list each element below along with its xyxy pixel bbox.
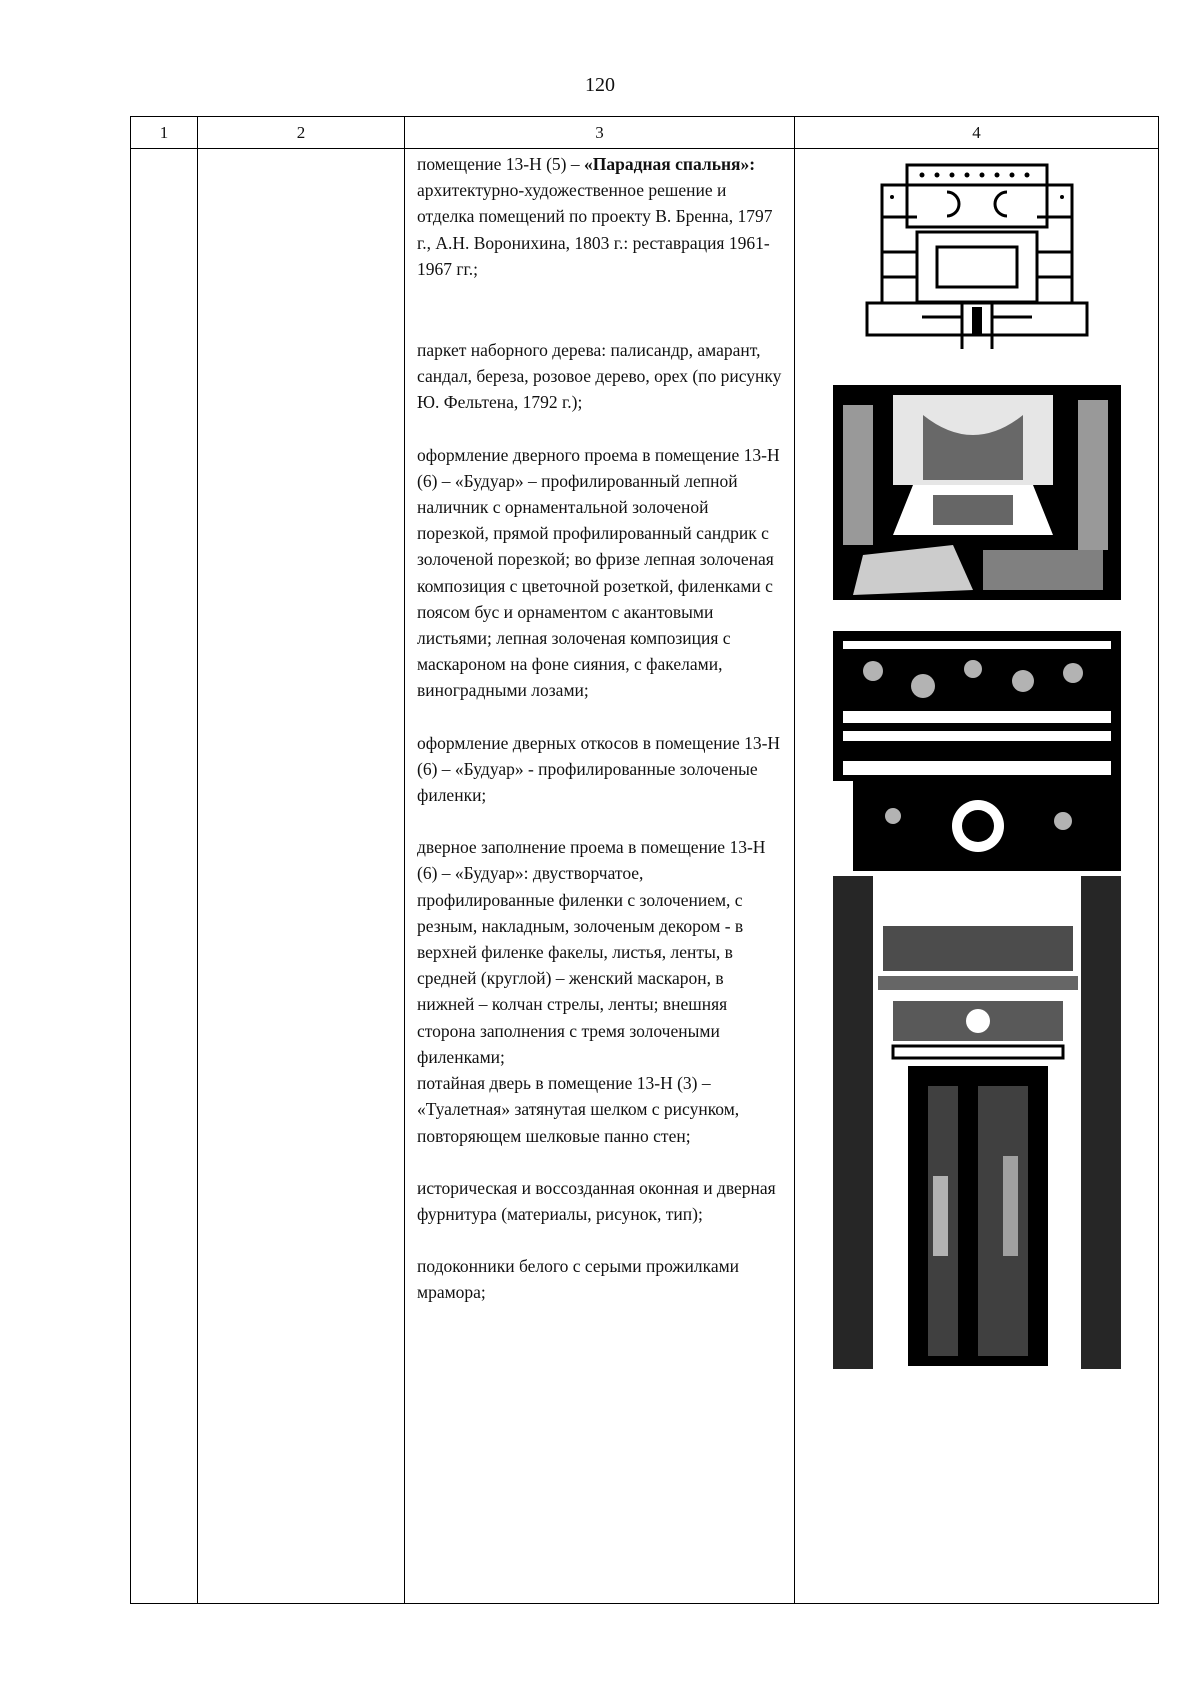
description-cell — [405, 149, 795, 1604]
header-col-4: 4 — [795, 117, 1159, 149]
paragraph-door-slopes: оформление дверных откосов в помещение 13-Н (6) – «Будуар» - профилированные золоченые филенки; — [417, 732, 781, 806]
header-col-3: 3 — [405, 117, 795, 149]
header-col-1: 1 — [131, 117, 198, 149]
floor-plan-image — [862, 157, 1092, 352]
bedroom-photo — [833, 385, 1121, 600]
paragraph-door-leaf: дверное заполнение проема в помещение 13-Н (6) – «Будуар»: двустворчатое, профилированные филенки с золочением, с резным, накладным, золоченым декором - в верхней филенке факелы, листья, ленты, в средней (круглой) – женский маскарон, в нижней – колчан стрелы, ленты; внешняя сторона заполнения с тремя золочеными филенками; — [417, 837, 766, 1067]
paragraph-hidden-door: потайная дверь в помещение 13-Н (3) – «Туалетная» затянутая шелком с рисунком, повторяющем шелковые панно стен; — [417, 1073, 740, 1146]
cornice-photo — [833, 631, 1121, 871]
paragraph-parquet: паркет наборного дерева: палисандр, амарант, сандал, береза, розовое дерево, орех (по рисунку Ю. Фельтена, 1792 г.); — [417, 340, 782, 413]
room-lead-text: помещение 13-Н (5) – — [417, 154, 584, 174]
room-description: архитектурно-художественное решение и отделка помещений по проекту В. Бренна, 1797 г., А.Н. Воронихина, 1803 г.: реставрация 1961-1967 гг.; — [417, 180, 773, 279]
cell-col-2 — [198, 149, 405, 1604]
table-header-row — [131, 117, 1159, 149]
page-number: 120 — [585, 74, 615, 96]
room-name: «Парадная спальня»: — [584, 154, 756, 174]
table-row — [131, 149, 1159, 1604]
paragraph-room-title — [417, 151, 784, 282]
paragraph-windowsills: подоконники белого с серыми прожилками мрамора; — [417, 1256, 740, 1303]
paragraph-hardware: историческая и воссозданная оконная и дверная фурнитура (материалы, рисунок, тип); — [417, 1177, 776, 1224]
paragraph-door-frame: оформление дверного проема в помещение 13-Н (6) – «Будуар» – профилированный лепной наличник с орнаментальной золоченой порезкой, прямой профилированный сандрик с золоченой порезкой; во фризе лепная золоченая композиция с цветочной розеткой, филенками с поясом бус и орнаментом с акантовыми листьями; лепная золоченая композиция с маскароном на фоне сияния, с факелами, виноградными лозами; — [417, 444, 780, 701]
illustration-cell — [795, 149, 1159, 1604]
cell-col-1 — [131, 149, 198, 1604]
doorway-photo — [833, 876, 1121, 1369]
monument-table — [130, 116, 1159, 1604]
header-col-2: 2 — [198, 117, 405, 149]
